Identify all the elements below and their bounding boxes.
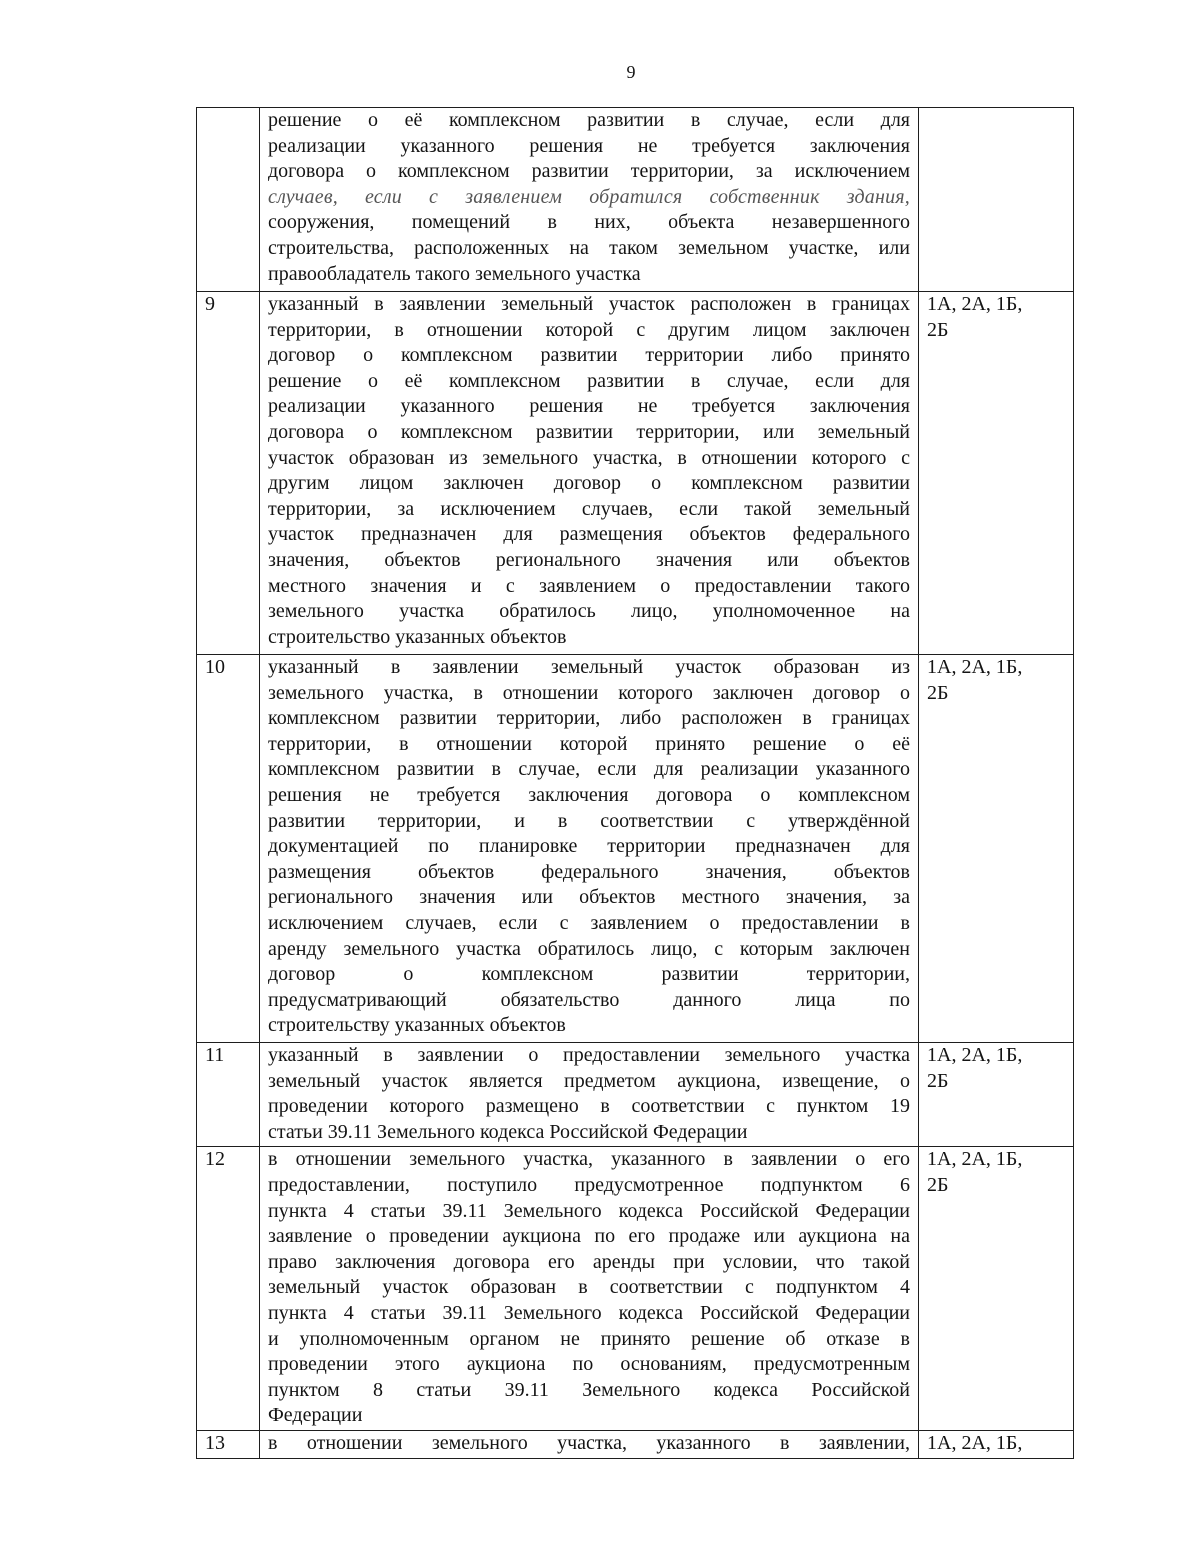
text-line: реализации указанного решения не требуется заключения	[268, 134, 910, 157]
text-line: договора о комплексном развитии территории, или земельный	[268, 420, 910, 443]
table-row	[197, 1043, 1074, 1147]
row-text-cell	[260, 292, 919, 655]
row-number-cell: 13	[197, 1430, 260, 1458]
text-line: комплексном развитии в случае, если для реализации указанного	[268, 758, 910, 781]
text-line: указанный в заявлении земельный участок расположен в границах	[268, 293, 910, 315]
grounds-table-body	[197, 108, 1074, 1459]
row-codes-cell	[919, 292, 1074, 655]
row-codes-cell	[919, 108, 1074, 292]
row-codes-cell	[919, 655, 1074, 1043]
text-line: территории, за исключением случаев, если такой земельный	[268, 497, 910, 520]
row-number-cell: 11	[197, 1043, 260, 1147]
text-line: пунктом 8 статьи 39.11 Земельного кодекса Российской	[268, 1378, 910, 1401]
text-line: статьи 39.11 Земельного кодекса Российской Федерации	[268, 1120, 748, 1143]
row-text-cell	[260, 655, 919, 1043]
text-line: другим лицом заключен договор о комплексном развитии	[268, 472, 910, 495]
row-text-cell	[260, 1430, 919, 1458]
text-line: регионального значения или объектов местного значения, за	[268, 886, 910, 909]
text-line: пункта 4 статьи 39.11 Земельного кодекса Российской Федерации	[268, 1199, 910, 1222]
code-line: 1А, 2А, 1Б,	[927, 1044, 1023, 1066]
table-row	[197, 292, 1074, 655]
text-line: аренду земельного участка обратилось лицо, с которым заключен	[268, 937, 910, 960]
text-line: сооружения, помещений в них, объекта незавершенного	[268, 211, 910, 234]
text-line: значения, объектов регионального значения или объектов	[268, 548, 910, 571]
text-line: исключением случаев, если с заявлением о предоставлении в	[268, 911, 910, 934]
text-line: договора о комплексном развитии территории, за исключением	[268, 160, 910, 183]
text-line: земельного участка, в отношении которого заключен договор о	[268, 681, 910, 704]
row-codes-cell	[919, 1147, 1074, 1431]
text-line: земельный участок является предметом аукциона, извещение, о	[268, 1069, 910, 1092]
text-line: проведении которого размещено в соответствии с пунктом 19	[268, 1095, 910, 1118]
text-line: участок образован из земельного участка, в отношении которого с	[268, 446, 910, 469]
row-text-cell	[260, 1147, 919, 1431]
text-line: случаев, если с заявлением обратился собственник здания,	[268, 185, 910, 208]
text-line: участок предназначен для размещения объектов федерального	[268, 523, 910, 546]
code-line: 1А, 2А, 1Б,	[927, 293, 1023, 315]
text-line: размещения объектов федерального значения, объектов	[268, 860, 910, 883]
table-row	[197, 1147, 1074, 1431]
text-line: развитии территории, и в соответствии с утверждённой	[268, 809, 910, 832]
text-line: решения не требуется заключения договора о комплексном	[268, 783, 910, 806]
row-number-cell	[197, 108, 260, 292]
code-line: 2Б	[927, 1069, 949, 1092]
text-line: заявление о проведении аукциона по его продаже или аукциона на	[268, 1225, 910, 1248]
text-line: территории, в отношении которой принято решение о её	[268, 732, 910, 755]
text-line: решение о её комплексном развитии в случае, если для	[268, 109, 910, 131]
text-line: предусматривающий обязательство данного лица по	[268, 988, 910, 1011]
text-line: указанный в заявлении о предоставлении земельного участка	[268, 1044, 910, 1066]
text-line: строительства, расположенных на таком земельном участке, или	[268, 236, 910, 259]
text-line: пункта 4 статьи 39.11 Земельного кодекса Российской Федерации	[268, 1301, 910, 1324]
text-line: строительству указанных объектов	[268, 1014, 566, 1037]
text-line: договор о комплексном развитии территории либо принято	[268, 344, 910, 367]
code-line: 2Б	[927, 318, 949, 341]
text-line: в отношении земельного участка, указанного в заявлении,	[268, 1431, 910, 1454]
text-line: территории, в отношении которой с другим лицом заключен	[268, 318, 910, 341]
text-line: правообладатель такого земельного участка	[268, 262, 641, 285]
text-line: реализации указанного решения не требуется заключения	[268, 395, 910, 418]
row-codes-cell	[919, 1430, 1074, 1458]
row-number-cell: 9	[197, 292, 260, 655]
grounds-table	[196, 107, 1074, 1459]
text-line: документацией по планировке территории предназначен для	[268, 835, 910, 858]
code-line: 2Б	[927, 1173, 949, 1196]
text-line: в отношении земельного участка, указанного в заявлении о его	[268, 1148, 910, 1171]
row-text-cell	[260, 1043, 919, 1147]
code-line: 1А, 2А, 1Б,	[927, 1431, 1023, 1454]
text-line: местного значения и с заявлением о предоставлении такого	[268, 574, 910, 597]
text-line: Федерации	[268, 1404, 363, 1427]
row-codes-cell	[919, 1043, 1074, 1147]
text-line: проведении этого аукциона по основаниям, предусмотренным	[268, 1353, 910, 1376]
text-line: строительство указанных объектов	[268, 625, 567, 648]
row-number-cell: 12	[197, 1147, 260, 1431]
page-number: 9	[626, 62, 636, 82]
row-number-cell: 10	[197, 655, 260, 1043]
text-line: земельного участка обратилось лицо, уполномоченное на	[268, 600, 910, 623]
table-row	[197, 1430, 1074, 1458]
table-row	[197, 108, 1074, 292]
text-line: комплексном развитии территории, либо расположен в границах	[268, 707, 910, 730]
text-line: договор о комплексном развитии территории,	[268, 963, 910, 986]
table-row	[197, 655, 1074, 1043]
code-line: 1А, 2А, 1Б,	[927, 656, 1023, 678]
code-line: 2Б	[927, 681, 949, 704]
code-line: 1А, 2А, 1Б,	[927, 1148, 1023, 1171]
text-line: право заключения договора его аренды при условии, что такой	[268, 1250, 910, 1273]
row-text-cell	[260, 108, 919, 292]
text-line: указанный в заявлении земельный участок образован из	[268, 656, 910, 678]
text-line: и уполномоченным органом не принято решение об отказе в	[268, 1327, 910, 1350]
text-line: решение о её комплексном развитии в случае, если для	[268, 369, 910, 392]
text-line: предоставлении, поступило предусмотренное подпунктом 6	[268, 1173, 910, 1196]
text-line: земельный участок образован в соответствии с подпунктом 4	[268, 1276, 910, 1299]
